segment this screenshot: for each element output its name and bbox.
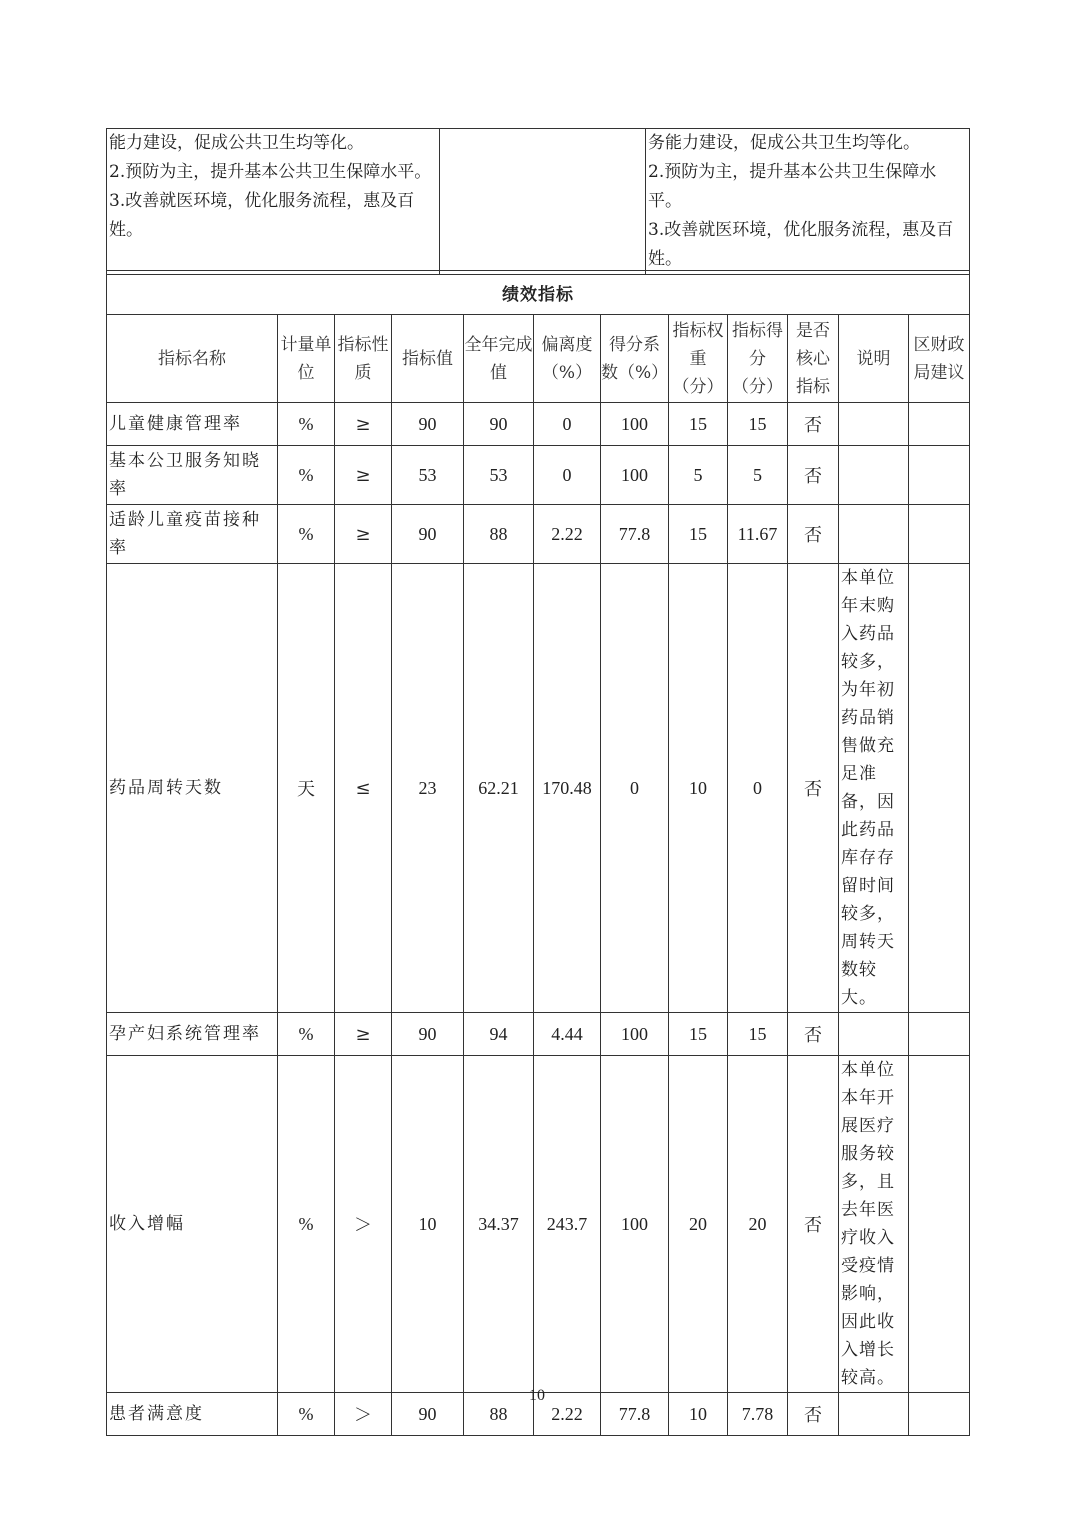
core-cell: 否 xyxy=(788,446,839,505)
target-cell: 90 xyxy=(392,1013,464,1056)
actual-cell: 62.21 xyxy=(464,564,534,1013)
table-row xyxy=(107,564,970,1013)
score-cell: 0 xyxy=(728,564,788,1013)
score-cell: 15 xyxy=(728,1013,788,1056)
advice-cell xyxy=(909,505,970,564)
deviation-cell: 4.44 xyxy=(534,1013,601,1056)
unit-cell: % xyxy=(278,403,335,446)
table-row xyxy=(107,403,970,446)
goal-right-1: 务能力建设，促成公共卫生均等化。 xyxy=(648,133,920,153)
weight-cell: 10 xyxy=(669,564,728,1013)
note-cell xyxy=(839,403,909,446)
table-row xyxy=(107,1013,970,1056)
header-actual: 全年完成值 xyxy=(464,315,534,403)
header-target: 指标值 xyxy=(392,315,464,403)
goal-left-1: 能力建设，促成公共卫生均等化。 xyxy=(109,133,364,153)
table-row xyxy=(107,446,970,505)
goal-left-2: 2.预防为主，提升基本公共卫生保障水平。 xyxy=(109,162,432,182)
core-cell: 否 xyxy=(788,1393,839,1436)
deviation-cell: 0 xyxy=(534,403,601,446)
score-cell: 11.67 xyxy=(728,505,788,564)
table-row xyxy=(107,1056,970,1393)
target-cell: 90 xyxy=(392,505,464,564)
target-cell: 90 xyxy=(392,403,464,446)
header-name: 指标名称 xyxy=(107,315,278,403)
nature-cell: ≥ xyxy=(335,446,392,505)
actual-cell: 88 xyxy=(464,1393,534,1436)
deviation-cell: 2.22 xyxy=(534,1393,601,1436)
note-cell: 本单位本年开展医疗服务较多，且去年医疗收入受疫情影响，因此收入增长较高。 xyxy=(839,1056,909,1393)
header-advice: 区财政局建议 xyxy=(909,315,970,403)
nature-cell: ≥ xyxy=(335,505,392,564)
actual-cell: 94 xyxy=(464,1013,534,1056)
indicator-name: 收入增幅 xyxy=(107,1056,278,1393)
score-cell: 15 xyxy=(728,403,788,446)
target-cell: 90 xyxy=(392,1393,464,1436)
actual-cell: 88 xyxy=(464,505,534,564)
coefficient-cell: 100 xyxy=(601,446,669,505)
nature-cell: ＞ xyxy=(335,1393,392,1436)
coefficient-cell: 77.8 xyxy=(601,505,669,564)
deviation-cell: 2.22 xyxy=(534,505,601,564)
core-cell: 否 xyxy=(788,1056,839,1393)
core-cell: 否 xyxy=(788,403,839,446)
note-cell xyxy=(839,505,909,564)
actual-cell: 53 xyxy=(464,446,534,505)
unit-cell: 天 xyxy=(278,564,335,1013)
coefficient-cell: 0 xyxy=(601,564,669,1013)
weight-cell: 5 xyxy=(669,446,728,505)
advice-cell xyxy=(909,1056,970,1393)
performance-indicators-table xyxy=(106,270,970,1436)
coefficient-cell: 77.8 xyxy=(601,1393,669,1436)
goals-row xyxy=(107,129,970,275)
weight-cell: 15 xyxy=(669,505,728,564)
deviation-cell: 243.7 xyxy=(534,1056,601,1393)
weight-cell: 20 xyxy=(669,1056,728,1393)
actual-cell: 90 xyxy=(464,403,534,446)
note-cell xyxy=(839,446,909,505)
note-cell xyxy=(839,1013,909,1056)
header-score: 指标得分（分） xyxy=(728,315,788,403)
goal-right-3: 3.改善就医环境，优化服务流程，惠及百姓。 xyxy=(648,220,954,269)
goals-right-cell xyxy=(646,129,970,275)
core-cell: 否 xyxy=(788,505,839,564)
unit-cell: % xyxy=(278,505,335,564)
advice-cell xyxy=(909,564,970,1013)
score-cell: 7.78 xyxy=(728,1393,788,1436)
coefficient-cell: 100 xyxy=(601,403,669,446)
nature-cell: ≥ xyxy=(335,403,392,446)
nature-cell: ＞ xyxy=(335,1056,392,1393)
goals-middle-cell xyxy=(440,129,646,275)
indicator-name: 儿童健康管理率 xyxy=(107,403,278,446)
section-title: 绩效指标 xyxy=(107,271,970,315)
coefficient-cell: 100 xyxy=(601,1056,669,1393)
weight-cell: 10 xyxy=(669,1393,728,1436)
weight-cell: 15 xyxy=(669,1013,728,1056)
target-cell: 10 xyxy=(392,1056,464,1393)
goal-left-3: 3.改善就医环境，优化服务流程，惠及百姓。 xyxy=(109,191,415,240)
unit-cell: % xyxy=(278,1393,335,1436)
core-cell: 否 xyxy=(788,1013,839,1056)
core-cell: 否 xyxy=(788,564,839,1013)
score-cell: 20 xyxy=(728,1056,788,1393)
table-row xyxy=(107,505,970,564)
indicator-name: 适龄儿童疫苗接种率 xyxy=(107,505,278,564)
advice-cell xyxy=(909,446,970,505)
header-row xyxy=(107,315,970,403)
advice-cell xyxy=(909,403,970,446)
weight-cell: 15 xyxy=(669,403,728,446)
header-core: 是否核心指标 xyxy=(788,315,839,403)
header-deviation: 偏离度（%） xyxy=(534,315,601,403)
indicator-name: 基本公卫服务知晓率 xyxy=(107,446,278,505)
target-cell: 53 xyxy=(392,446,464,505)
goals-left-cell xyxy=(107,129,440,275)
advice-cell xyxy=(909,1013,970,1056)
deviation-cell: 0 xyxy=(534,446,601,505)
nature-cell: ≤ xyxy=(335,564,392,1013)
indicator-name: 患者满意度 xyxy=(107,1393,278,1436)
header-note: 说明 xyxy=(839,315,909,403)
unit-cell: % xyxy=(278,1056,335,1393)
nature-cell: ≥ xyxy=(335,1013,392,1056)
deviation-cell: 170.48 xyxy=(534,564,601,1013)
coefficient-cell: 100 xyxy=(601,1013,669,1056)
header-unit: 计量单位 xyxy=(278,315,335,403)
score-cell: 5 xyxy=(728,446,788,505)
actual-cell: 34.37 xyxy=(464,1056,534,1393)
indicator-name: 药品周转天数 xyxy=(107,564,278,1013)
page-number: 10 xyxy=(529,1387,545,1404)
note-cell: 本单位年末购入药品较多，为年初药品销售做充足准备，因此药品库存存留时间较多，周转天数较大。 xyxy=(839,564,909,1013)
unit-cell: % xyxy=(278,1013,335,1056)
goal-right-2: 2.预防为主，提升基本公共卫生保障水平。 xyxy=(648,162,937,211)
unit-cell: % xyxy=(278,446,335,505)
indicator-name: 孕产妇系统管理率 xyxy=(107,1013,278,1056)
goals-table xyxy=(106,128,970,275)
header-nature: 指标性质 xyxy=(335,315,392,403)
target-cell: 23 xyxy=(392,564,464,1013)
header-coefficient: 得分系数（%） xyxy=(601,315,669,403)
header-weight: 指标权重（分） xyxy=(669,315,728,403)
